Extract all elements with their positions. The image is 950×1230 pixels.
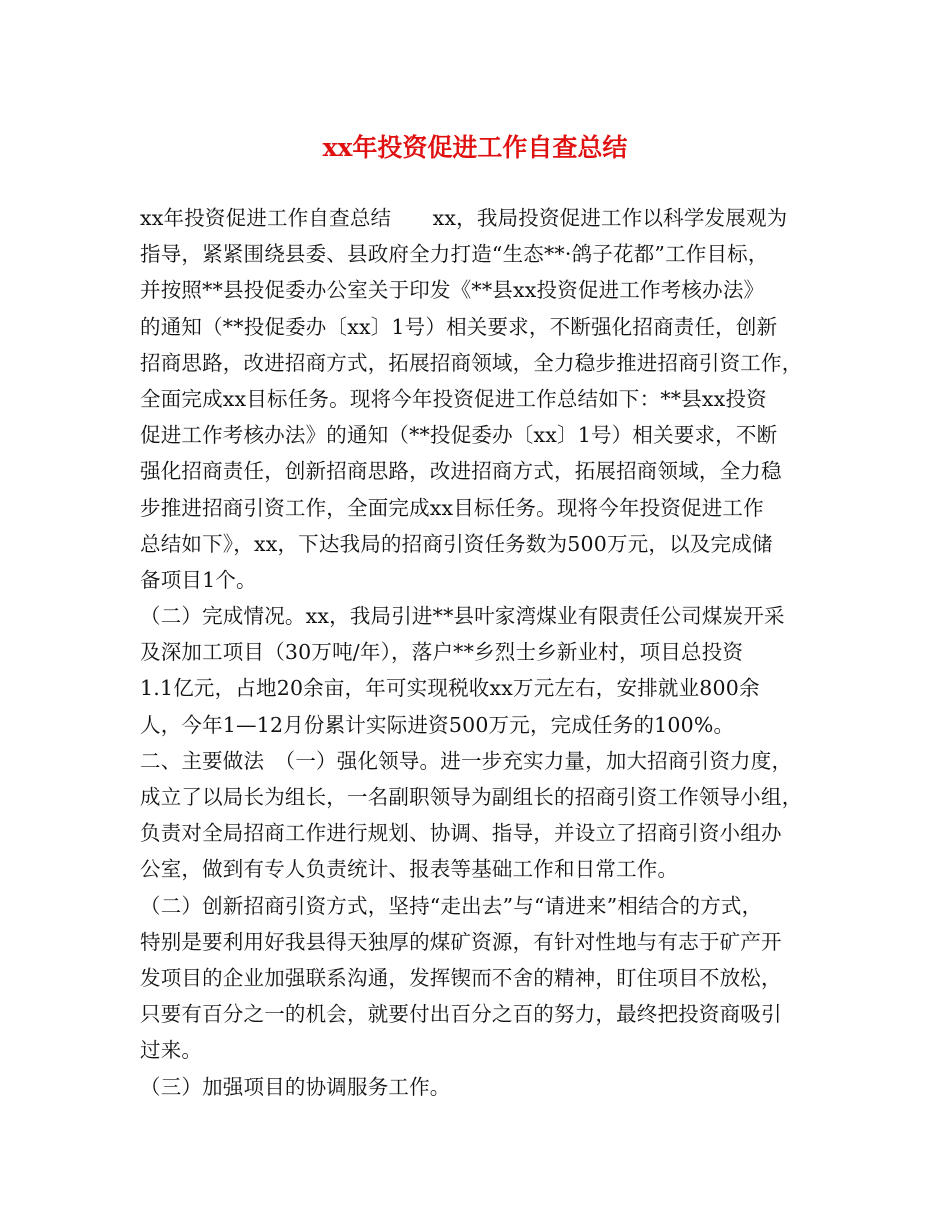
text-line: 二、主要做法 （一）强化领导。进一步充实力量，加大招商引资力度， xyxy=(140,748,793,773)
text-line: 公室，做到有专人负责统计、报表等基础工作和日常工作。 xyxy=(140,857,679,882)
text-line: 过来。 xyxy=(140,1038,203,1063)
text-line: 并按照**县投促委办公室关于印发《**县xx投资促进工作考核办法》 xyxy=(140,278,765,303)
text-line: （二）创新招商引资方式，坚持“走出去”与“请进来”相结合的方式， xyxy=(140,893,763,918)
document-title: xx年投资促进工作自查总结 xyxy=(322,133,628,162)
text-line: 只要有百分之一的机会，就要付出百分之百的努力，最终把投资商吸引 xyxy=(140,1002,782,1027)
text-line: 步推进招商引资工作，全面完成xx目标任务。现将今年投资促进工作 xyxy=(140,495,764,520)
text-line: （二）完成情况。xx，我局引进**县叶家湾煤业有限责任公司煤炭开采 xyxy=(140,604,785,629)
text-line: 备项目1个。 xyxy=(140,567,257,592)
text-line: 总结如下》，xx，下达我局的招商引资任务数为500万元，以及完成储 xyxy=(140,531,773,556)
text-line: 及深加工项目（30万吨/年），落户**乡烈士乡新业村，项目总投资 xyxy=(140,640,744,665)
text-line: 发项目的企业加强联系沟通，发挥锲而不舍的精神，盯住项目不放松， xyxy=(140,965,782,990)
text-line: 强化招商责任，创新招商思路，改进招商方式，拓展招商领域，全力稳 xyxy=(140,459,782,484)
text-line: 人，今年1—12月份累计实际进资500万元，完成任务的100%。 xyxy=(140,712,735,737)
text-line: xx年投资促进工作自查总结 xx，我局投资促进工作以科学发展观为 xyxy=(140,206,788,230)
text-line: 成立了以局长为组长，一名副职领导为副组长的招商引资工作领导小组， xyxy=(140,785,803,809)
text-line: （三）加强项目的协调服务工作。 xyxy=(140,1074,451,1099)
text-line: 1.1亿元，占地20余亩，年可实现税收xx万元左右，安排就业800余 xyxy=(140,676,760,701)
text-line: 负责对全局招商工作进行规划、协调、指导，并设立了招商引资小组办 xyxy=(140,821,782,846)
text-line: 全面完成xx目标任务。现将今年投资促进工作总结如下：**县xx投资 xyxy=(140,386,767,411)
text-line: 特别是要利用好我县得天独厚的煤矿资源，有针对性地与有志于矿产开 xyxy=(140,929,782,954)
text-line: 招商思路，改进招商方式，拓展招商领域，全力稳步推进招商引资工作， xyxy=(140,350,803,375)
text-line: 的通知（**投促委办〔xx〕1号）相关要求，不断强化招商责任，创新 xyxy=(140,314,778,339)
text-line: 指导，紧紧围绕县委、县政府全力打造“生态**·鸽子花都”工作目标， xyxy=(140,242,769,267)
text-line: 促进工作考核办法》的通知（**投促委办〔xx〕1号）相关要求，不断 xyxy=(140,423,778,448)
document-body xyxy=(140,200,825,1105)
